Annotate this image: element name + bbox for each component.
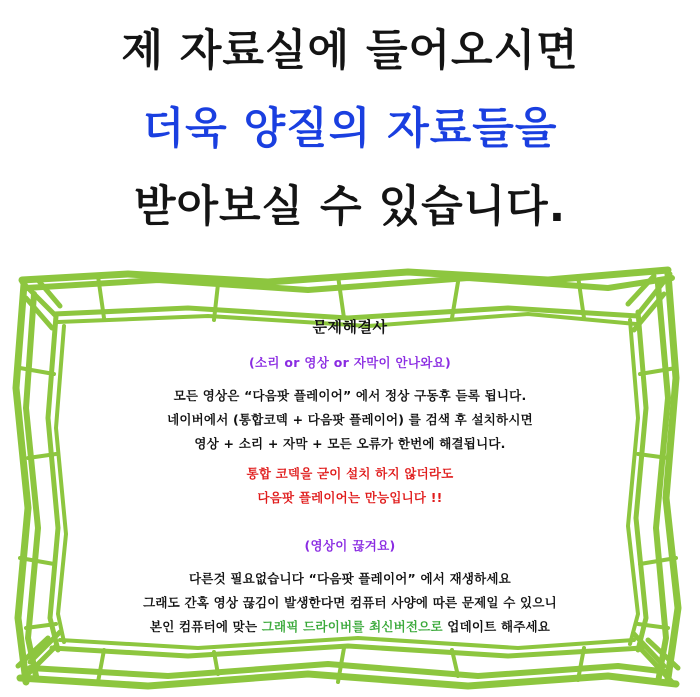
section2-last-part-3: 업데이트 해주세요 <box>442 619 551 634</box>
section2-line-3 <box>60 615 640 639</box>
section1-line-2: 네이버에서 (통합코덱 + 다음팟 플레이어) 를 검색 후 설치하시면 <box>167 412 533 427</box>
section2-last-part-2: 그래픽 드라이버를 최신버전으로 <box>261 619 443 634</box>
headline-block <box>0 12 700 246</box>
headline-line-3: 받아보실 수 있습니다. <box>133 182 567 232</box>
headline-line-2: 더욱 양질의 자료들을 <box>142 104 558 154</box>
section2-heading: (영상이 끊겨요) <box>304 538 396 553</box>
section2-last-part-1: 본인 컴퓨터에 맞는 <box>149 619 262 634</box>
section1-heading: (소리 or 영상 or 자막이 안나와요) <box>248 355 452 370</box>
spacer-2 <box>60 510 640 536</box>
section1-line-1: 모든 영상은 “다음팟 플레이어” 에서 정상 구동후 듣록 됩니다. <box>173 388 527 403</box>
section1-warning-2: 다음팟 플레이어는 만능입니다 !! <box>257 490 443 505</box>
section2-line-1: 다른것 필요없습니다 “다음팟 플레이어” 에서 재생하세요 <box>189 571 511 586</box>
section1-line-3: 영상 + 소리 + 자막 + 모든 오류가 한번에 해결됩니다. <box>194 436 506 451</box>
content-block <box>60 316 640 639</box>
section1-warning-1: 통합 코덱을 굳이 설치 하지 않더라도 <box>246 466 454 481</box>
section2-line-2: 그래도 간혹 영상 끊김이 발생한다면 컴퓨터 사양에 따른 문제일 수 있으니 <box>143 595 557 610</box>
content-title: 문제해결사 <box>312 318 388 336</box>
headline-line-1: 제 자료실에 들어오시면 <box>121 26 579 76</box>
